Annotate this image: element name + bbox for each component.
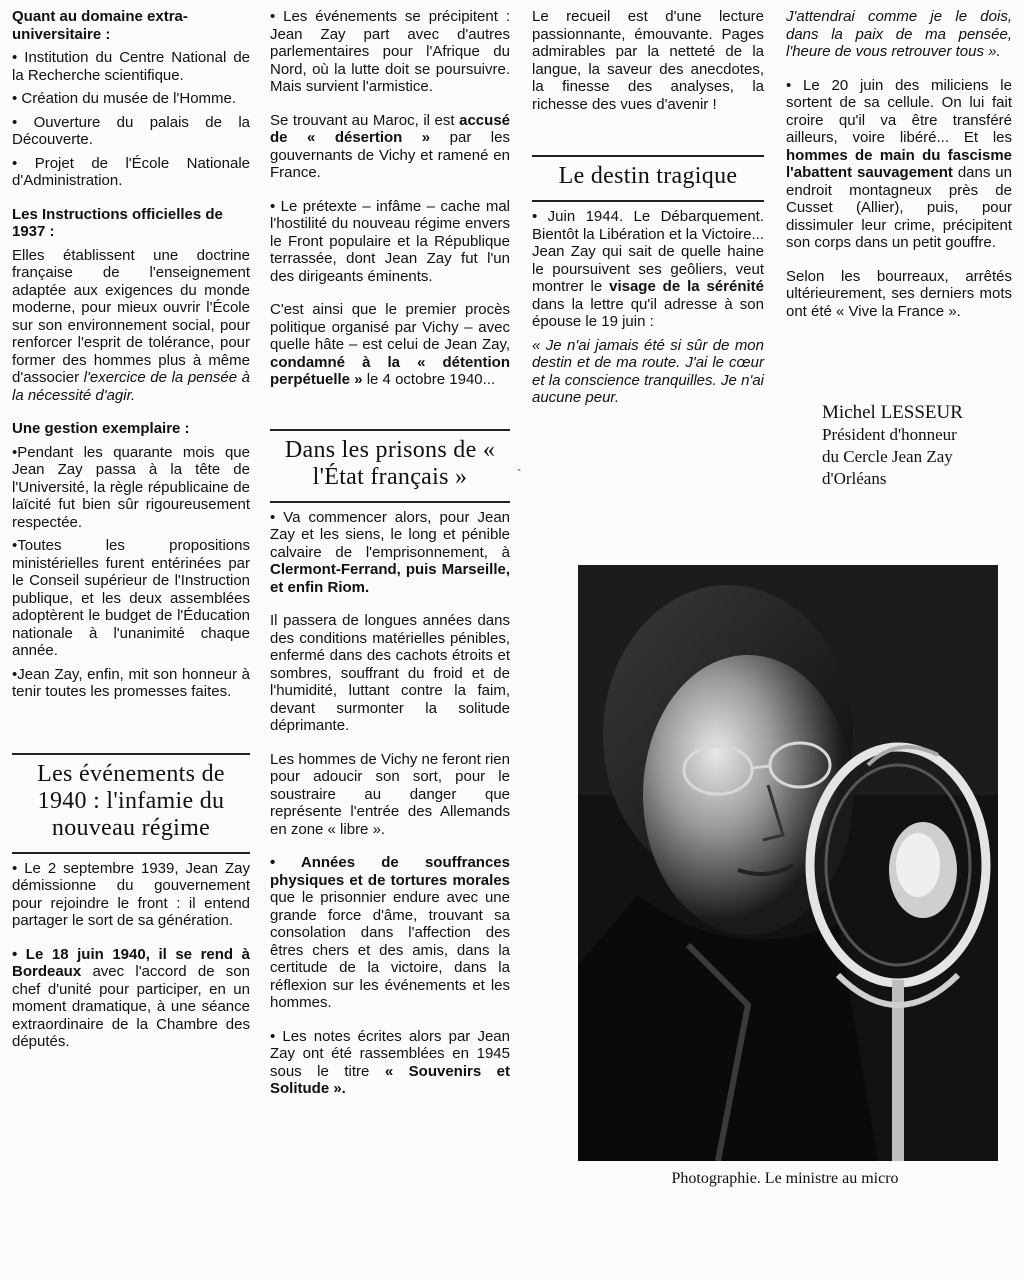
photo-caption: Photographie. Le ministre au micro (671, 1170, 899, 1187)
author-city: d'Orléans (822, 469, 887, 488)
column-1 (12, 8, 250, 1057)
paragraph-juin-1944: • Juin 1944. Le Débarquement. Bientôt la Libération et la Victoire... Jean Zay qui sait de quelle haine le poursuivent ses geôliers, veut montrer le visage de la sérénité dans la lettre qu'il adresse à son épouse le 19 juin : (532, 208, 764, 330)
instructions-heading: Les Instructions officielles de 1937 : (12, 205, 223, 240)
paragraph-maroc: Se trouvant au Maroc, il est accusé de « désertion » par les gouvernants de Vichy et ramené en France. (270, 111, 510, 181)
paragraph-vichy: Les hommes de Vichy ne feront rien pour adoucir son sort, pour le soustraire au danger que représente l'entrée des Allemands en zone « libre ». (270, 750, 510, 838)
author-signature (822, 402, 1022, 490)
bullet-decouverte: • Ouverture du palais de la Découverte. (12, 113, 250, 148)
gestion-item-promesses: •Jean Zay, enfin, mit son honneur à tenir toutes les promesses faites. (12, 665, 250, 700)
section-rule (532, 155, 764, 157)
photo-illustration (578, 565, 998, 1161)
stray-mark: ` (517, 466, 522, 482)
bullet-cnrs: • Institution du Centre National de la Recherche scientifique. (12, 49, 250, 84)
instructions-paragraph: Elles établissent une doctrine française de l'enseignement adaptée aux exigences du monde moderne, pour mieux ouvrir l'École sur son environnement social, pour renforcer l'esprit de tolérance, pour former des hommes plus à même d'associer l'exercice de la pensée à la nécessité d'agir. (12, 246, 250, 404)
paragraph-septembre-1939: • Le 2 septembre 1939, Jean Zay démissionne du gouvernement pour rejoindre le front : il entend partager le sort de sa génération. (12, 859, 250, 929)
author-title: Président d'honneur (822, 425, 957, 444)
paragraph-evenements: • Les événements se précipitent : Jean Zay part avec d'autres parlementaires pour l'Afrique du Nord, où la lutte doit se poursuivre. Mais survient l'armistice. (270, 8, 510, 95)
paragraph-proces: C'est ainsi que le premier procès politique organisé par Vichy – avec quelle hâte – est celui de Jean Zay, condamné à la « détention perpétuelle » le 4 octobre 1940... (270, 301, 510, 388)
gestion-item-budget: •Toutes les propositions ministérielles furent entérinées par le Conseil supérieur de l'Instruction publique, et les deux assemblées adoptèrent le budget de l'Éducation nationale à l'unanimité chaque année. (12, 537, 250, 659)
paragraph-recueil: Le recueil est d'une lecture passionnante, émouvante. Pages admirables par la netteté de la langue, la saveur des anecdotes, la finesse des analyses, la richesse des vues d'avenir ! (532, 8, 764, 113)
paragraph-20-juin: • Le 20 juin des miliciens le sortent de sa cellule. On lui fait croire qu'il va être transféré ailleurs, voire libéré... Et les hommes de main du fascisme l'abattent sauvagement dans un endroit montagneux près de Cusset (Allier), puis, pour dissimuler leur crime, précipitent son corps dans un petit gouffre. (786, 76, 1012, 251)
section-title-prisons: Dans les prisons de « l'État français » (284, 436, 496, 490)
section-rule (532, 200, 764, 202)
gestion-item-laicite: •Pendant les quarante mois que Jean Zay passa à la tête de l'Université, la règle républicaine de laïcité fut bien sûr rigoureusement respectée. (12, 443, 250, 531)
section-rule (270, 501, 510, 503)
paragraph-calvaire: • Va commencer alors, pour Jean Zay et les siens, le long et pénible calvaire de l'emprisonnement, à Clermont-Ferrand, puis Marseille, et enfin Riom. (270, 508, 510, 596)
section-title-1940: Les événements de 1940 : l'infamie du nouveau régime (37, 760, 225, 841)
bullet-musee: • Création du musée de l'Homme. (12, 90, 237, 107)
paragraph-souffrances: • Années de souffrances physiques et de tortures morales que le prisonnier endure avec une grande force d'âme, trouvant sa consolation dans l'affection des êtres chers et des amis, dans la certitude de la victoire, dans la réflexion sur les événements et les hommes. (270, 854, 510, 1011)
column-2 (270, 8, 510, 1104)
paragraph-souvenirs: • Les notes écrites alors par Jean Zay ont été rassemblées en 1945 sous le titre « Souvenirs et Solitude ». (270, 1027, 510, 1097)
paragraph-juin-1940: • Le 18 juin 1940, il se rend à Bordeaux avec l'accord de son chef d'unité pour participer, en un moment dramatique, à une séance extraordinaire de la Chambre des députés. (12, 945, 250, 1050)
domain-heading: Quant au domaine extra-universitaire : (12, 8, 188, 43)
author-name: Michel LESSEUR (822, 402, 963, 423)
section-rule (12, 753, 250, 755)
quote-lettre-end: J'attendrai comme je le dois, dans la paix de ma pensée, l'heure de vous retrouver tous ». (786, 8, 1012, 60)
gestion-heading: Une gestion exemplaire : (12, 420, 190, 437)
column-4 (786, 8, 1012, 326)
author-org: du Cercle Jean Zay (822, 447, 953, 466)
section-rule (12, 852, 250, 854)
column-3 (532, 8, 764, 413)
paragraph-derniers-mots: Selon les bourreaux, arrêtés ultérieurement, ses derniers mots ont été « Vive la France ». (786, 267, 1012, 320)
bullet-ena: • Projet de l'École Nationale d'Administration. (12, 154, 250, 189)
section-title-destin: Le destin tragique (558, 163, 738, 189)
paragraph-cachots: Il passera de longues années dans des conditions matérielles pénibles, enfermé dans des cachots étroits et sombres, souffrant du froid et de l'humidité, luttant contre la faim, devant surmonter la solitude déprimante. (270, 612, 510, 734)
section-rule (270, 429, 510, 431)
paragraph-pretexte: • Le prétexte – infâme – cache mal l'hostilité du nouveau régime envers le Front populaire et la République terrassée, dont Jean Zay fut l'un des dirigeants éminents. (270, 197, 510, 285)
photo-minister-microphone (578, 565, 998, 1161)
quote-lettre: « Je n'ai jamais été si sûr de mon destin et de ma route. J'ai le cœur et la conscience tranquilles. Je n'ai aucune peur. (532, 336, 764, 406)
